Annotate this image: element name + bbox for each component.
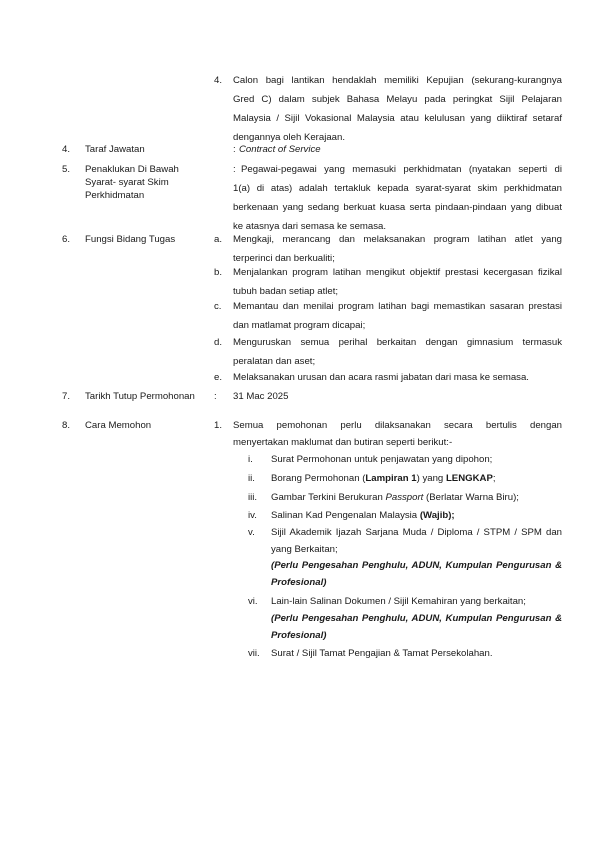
doc-list-text: Surat / Sijil Tamat Pengajian & Tamat Persekolahan. [271,648,493,659]
doc-list-text: yang Berkaitan; [271,544,338,555]
top-item-line: dengannya oleh Kerajaan. [233,132,346,143]
duty-line: peralatan dan aset; [233,356,316,367]
section-5-line: berkenaan yang sedang berkuat kuasa serta pindaan-pindaan yang dibuat [233,202,562,213]
doc-list-number: iii. [248,492,258,503]
duty-letter: c. [214,301,222,312]
section-5-label-line: Perkhidmatan [85,190,145,201]
section-8-subnumber: 1. [214,420,223,431]
section-5-colon: : [233,164,236,175]
top-item-line: Calon bagi lantikan hendaklah memiliki Kepujian (sekurang-kurangnya [233,75,562,86]
section-7-colon: : [214,391,217,402]
doc-list-text: Lain-lain Salinan Dokumen / Sijil Kemahiran yang berkaitan; [271,596,526,607]
duty-letter: b. [214,267,223,278]
doc-list-text: Salinan Kad Pengenalan Malaysia (Wajib); [271,510,455,521]
duty-line: dan matlamat program dicapai; [233,320,366,331]
section-4-value: Contract of Service [239,144,321,155]
section-7-label: Tarikh Tutup Permohonan [85,391,195,402]
section-6-number: 6. [62,234,71,245]
doc-list-number: i. [248,454,253,465]
verification-note: Profesional) [271,630,327,641]
duty-letter: d. [214,337,223,348]
section-6-label: Fungsi Bidang Tugas [85,234,176,245]
verification-note: Profesional) [271,577,327,588]
doc-list-number: v. [248,527,255,538]
doc-list-number: vi. [248,596,258,607]
closing-date: 31 Mac 2025 [233,391,289,402]
verification-note: (Perlu Pengesahan Penghulu, ADUN, Kumpulan Pengurusan & [271,613,562,624]
duty-letter: a. [214,234,223,245]
section-8-number: 8. [62,420,71,431]
duty-line: Menjalankan program latihan mengikut objektif prestasi kecergasan fizikal [233,267,562,278]
section-8-label: Cara Memohon [85,420,152,431]
section-4-label: Taraf Jawatan [85,144,145,155]
section-5-line: Pegawai-pegawai yang memasuki perkhidmatan (nyatakan seperti di [241,164,562,175]
section-5-line: ke atasnya dari semasa ke semasa. [233,221,387,232]
doc-list-text: Borang Permohonan (Lampiran 1) yang LENGKAP; [271,473,496,484]
section-5-label-line: Syarat- syarat Skim [85,177,169,188]
doc-list-text: Surat Permohonan untuk penjawatan yang dipohon; [271,454,493,465]
verification-note: (Perlu Pengesahan Penghulu, ADUN, Kumpulan Pengurusan & [271,560,562,571]
duty-letter: e. [214,372,223,383]
top-item-line: Malaysia / Sijil Vokasional Malaysia atau kelulusan yang diiktiraf setaraf [233,113,562,124]
section-8-intro-line: Semua pemohonan perlu dilaksanakan secara bertulis dengan [233,420,562,431]
doc-list-number: vii. [248,648,260,659]
section-7-number: 7. [62,391,71,402]
top-item-number: 4. [214,75,223,86]
doc-list-text: Gambar Terkini Berukuran Passport (Berlatar Warna Biru); [271,492,519,503]
section-4-number: 4. [62,144,71,155]
duty-line: Mengkaji, merancang dan melaksanakan program latihan atlet yang [233,234,562,245]
doc-list-text: Sijil Akademik Ijazah Sarjana Muda / Diploma / STPM / SPM dan [271,527,562,538]
top-item-line: Gred C) dalam subjek Bahasa Melayu pada peringkat Sijil Pelajaran [233,94,562,105]
section-5-number: 5. [62,164,71,175]
doc-list-number: iv. [248,510,257,521]
section-4-colon: : [233,144,236,155]
duty-line: Memantau dan menilai program latihan bagi memastikan sasaran prestasi [233,301,562,312]
duty-line: terperinci dan berkualiti; [233,253,335,264]
section-5-label-line: Penaklukan Di Bawah [85,164,179,175]
doc-list-number: ii. [248,473,255,484]
section-8-intro-line: menyertakan maklumat dan butiran seperti berikut:- [233,437,453,448]
duty-line: tubuh badan setiap atlet; [233,286,339,297]
section-5-line: 1(a) di atas) adalah tertakluk kepada syarat-syarat skim perkhidmatan [233,183,562,194]
duty-line: Melaksanakan urusan dan acara rasmi jabatan dari masa ke semasa. [233,372,529,383]
duty-line: Menguruskan semua perihal berkaitan dengan gimnasium termasuk [233,337,562,348]
